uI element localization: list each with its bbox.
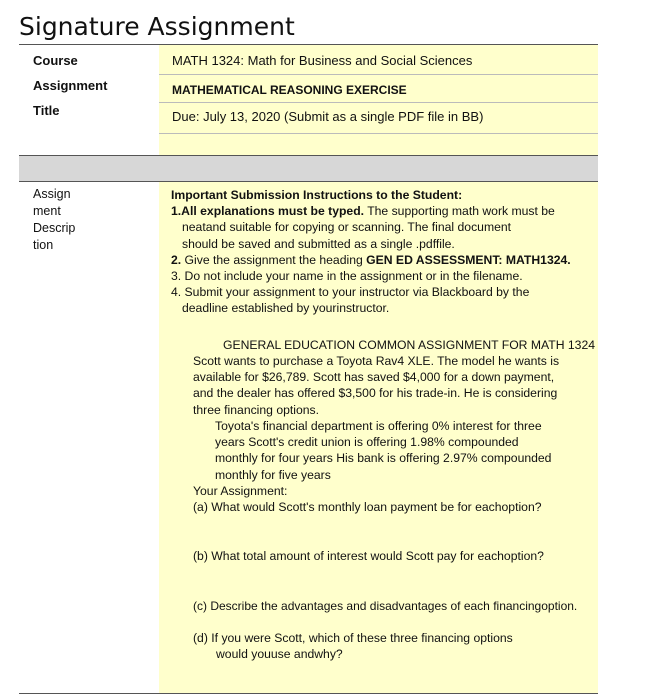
submission-instructions: Important Submission Instructions to the Student: 1.All explanations must be typed. The supporting math work must be neatand suitable for copying or scanning. The final document should be saved and submitted as a single .pdffile. 2. Give the assignment the heading GEN ED ASSESSMENT: MATH1324. 3. Do not include your name in the assignment or in the filename. 4. Submit your assignment to your instructor via Blackboard by the deadline established by yourinstructor.	[171, 187, 591, 317]
row-divider	[159, 74, 598, 75]
table-bottom-border	[19, 693, 598, 694]
page-title: Signature Assignment	[19, 12, 295, 41]
description-label: Assign ment Descrip tion	[33, 187, 76, 252]
instruction-item-3: 3. Do not include your name in the assignment or in the filename.	[171, 269, 523, 284]
row-divider	[159, 133, 598, 134]
assignment-label: Assignment	[33, 78, 108, 93]
question-b: (b) What total amount of interest would Scott pay for eachoption?	[193, 549, 544, 563]
problem-intro: Scott wants to purchase a Toyota Rav4 XLE. The model he wants is available for $26,789. Scott has saved $4,000 for a down payment, and the dealer has offered $3,500 for his trade-in. He is considering three financing options.	[193, 354, 560, 417]
question-a: (a) What would Scott's monthly loan payment be for eachoption?	[193, 500, 542, 514]
instruction-item-4: 4. Submit your assignment to your instructor via Blackboard by the	[171, 285, 530, 300]
problem-heading: GENERAL EDUCATION COMMON ASSIGNMENT FOR MATH 1324	[223, 338, 595, 352]
due-value: Due: July 13, 2020 (Submit as a single PDF file in BB)	[172, 109, 484, 124]
instructions-heading: Important Submission Instructions to the Student:	[171, 188, 463, 202]
separator-band	[19, 156, 598, 181]
your-assignment-label: Your Assignment:	[193, 484, 288, 498]
course-value: MATH 1324: Math for Business and Social Sciences	[172, 53, 473, 68]
instruction-item-2: 2. Give the assignment the heading GEN ED ASSESSMENT: MATH1324.	[171, 252, 571, 267]
question-d: (d) If you were Scott, which of these three financing options would youuse andwhy?	[193, 631, 513, 661]
row-divider	[159, 102, 598, 103]
instruction-item-1: 1.All explanations must be typed. The supporting math work must be	[171, 204, 555, 219]
question-c: (c) Describe the advantages and disadvantages of each financingoption.	[193, 599, 578, 613]
financing-options: Toyota's financial department is offering 0% interest for three years Scott's credit union is offering 1.98% compounded monthly for four years His bank is offering 2.97% compounded monthly for five years	[215, 419, 552, 482]
assignment-value: MATHEMATICAL REASONING EXERCISE	[172, 83, 407, 97]
title-label: Title	[33, 103, 60, 118]
course-label: Course	[33, 53, 78, 68]
